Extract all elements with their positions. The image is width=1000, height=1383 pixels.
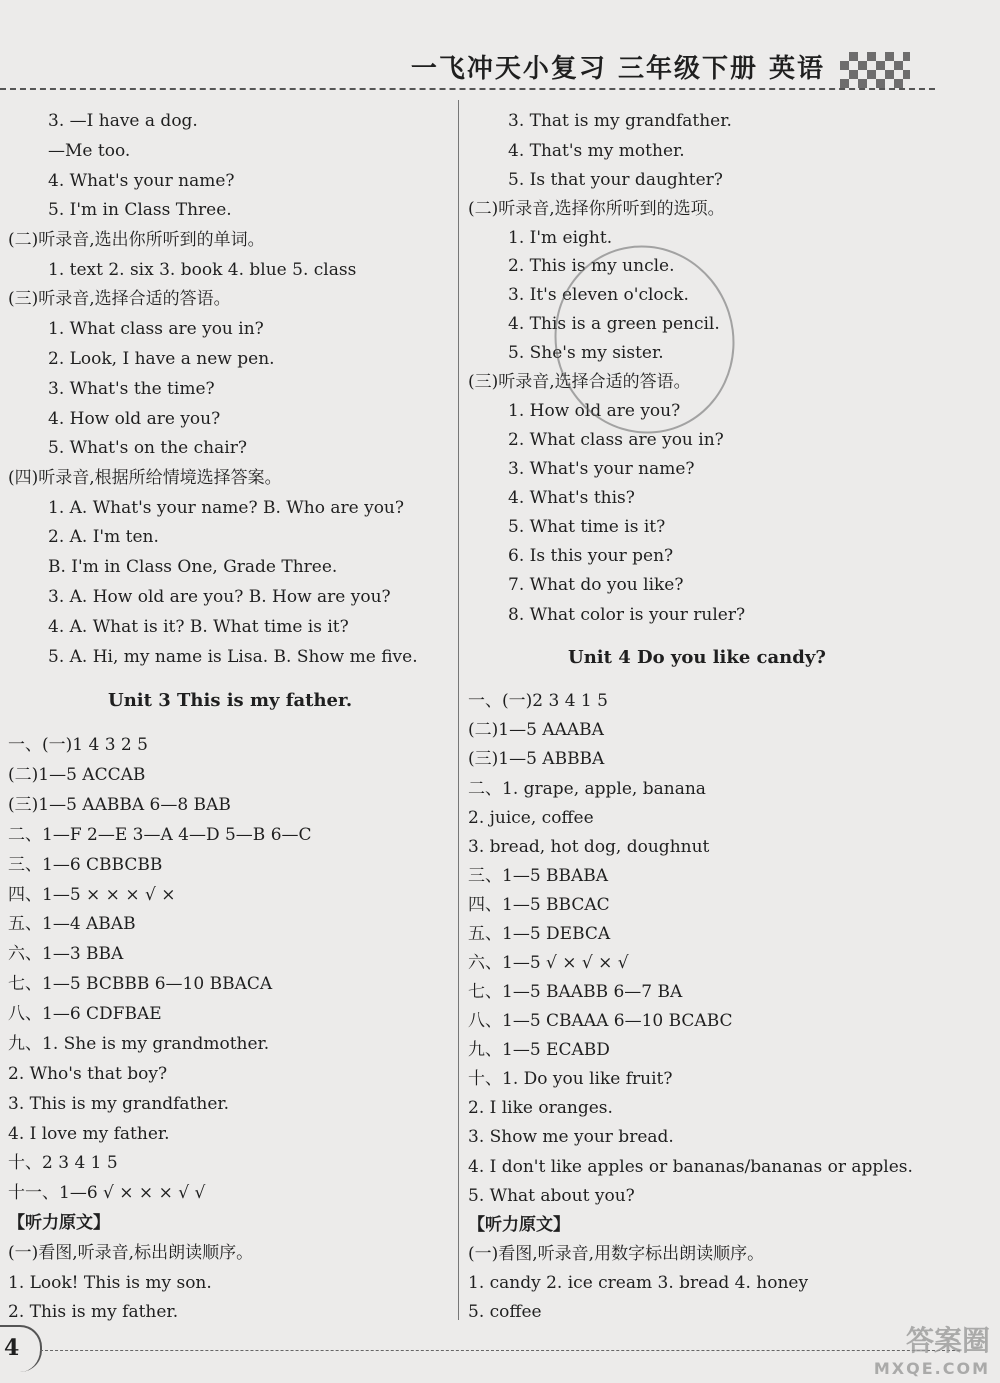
- listening-line: 2. This is my father.: [8, 1302, 179, 1322]
- right-line: 2. What class are you in?: [508, 430, 724, 450]
- right-line: 4. What's this?: [508, 488, 635, 508]
- listening-line: 5. coffee: [468, 1302, 542, 1322]
- page-header: [0, 0, 1000, 95]
- answer-line: 九、1. She is my grandmother.: [8, 1034, 270, 1054]
- listening-line: (一)看图,听录音,用数字标出朗读顺序。: [468, 1244, 765, 1264]
- answer-line: 五、1—4 ABAB: [8, 914, 136, 934]
- left-line: 5. A. Hi, my name is Lisa. B. Show me five.: [48, 647, 418, 667]
- listening-label: 【听力原文】: [468, 1215, 570, 1235]
- answer-line: (二)1—5 ACCAB: [8, 765, 146, 785]
- answer-line: (二)1—5 AAABA: [468, 720, 604, 740]
- answer-line: (三)1—5 ABBBA: [468, 749, 605, 769]
- answer-line: 一、(一)2 3 4 1 5: [468, 691, 608, 711]
- answer-line: 五、1—5 DEBCA: [468, 924, 611, 944]
- right-line: 7. What do you like?: [508, 575, 684, 595]
- answer-line: 九、1—5 ECABD: [468, 1040, 610, 1060]
- right-line: 2. This is my uncle.: [508, 256, 675, 276]
- page-number: 4: [4, 1335, 20, 1361]
- watermark-sub: MXQE.COM: [873, 1359, 990, 1378]
- section-heading: (三)听录音,选择合适的答语。: [8, 289, 231, 309]
- left-line: 1. A. What's your name? B. Who are you?: [48, 498, 404, 518]
- answer-line: 一、(一)1 4 3 2 5: [8, 735, 148, 755]
- answer-line: 4. I don't like apples or bananas/bananas or apples.: [468, 1157, 913, 1177]
- right-line: 5. What time is it?: [508, 517, 666, 537]
- right-line: 5. Is that your daughter?: [508, 170, 723, 190]
- header-dashed-line: [0, 88, 935, 90]
- right-line: 4. That's my mother.: [508, 141, 685, 161]
- right-line: 1. I'm eight.: [508, 228, 613, 248]
- right-line: 5. She's my sister.: [508, 343, 664, 363]
- answer-line: 四、1—5 × × × √ ×: [8, 885, 176, 905]
- left-line: 4. A. What is it? B. What time is it?: [48, 617, 349, 637]
- left-line: 4. How old are you?: [48, 409, 221, 429]
- section-heading: (四)听录音,根据所给情境选择答案。: [8, 468, 282, 488]
- answer-line: 5. What about you?: [468, 1186, 635, 1206]
- left-line: 3. A. How old are you? B. How are you?: [48, 587, 391, 607]
- answer-line: 六、1—3 BBA: [8, 944, 124, 964]
- right-line: 4. This is a green pencil.: [508, 314, 720, 334]
- answer-line: 八、1—6 CDFBAE: [8, 1004, 162, 1024]
- right-line: 3. It's eleven o'clock.: [508, 285, 689, 305]
- answer-line: 2. juice, coffee: [468, 808, 594, 828]
- left-line: 1. What class are you in?: [48, 319, 264, 339]
- right-line: 8. What color is your ruler?: [508, 605, 746, 625]
- answer-line: 3. This is my grandfather.: [8, 1094, 230, 1114]
- answer-line: 三、1—5 BBABA: [468, 866, 609, 886]
- page-number-tab: [0, 1325, 42, 1372]
- answer-line: 十一、1—6 √ × × × √ √: [8, 1183, 206, 1203]
- answer-line: 七、1—5 BAABB 6—7 BA: [468, 982, 683, 1002]
- answer-line: 七、1—5 BCBBB 6—10 BBACA: [8, 974, 273, 994]
- section-heading: (二)听录音,选出你所听到的单词。: [8, 230, 265, 250]
- left-line: 3. What's the time?: [48, 379, 215, 399]
- answer-line: 二、1—F 2—E 3—A 4—D 5—B 6—C: [8, 825, 312, 845]
- listening-line: 1. Look! This is my son.: [8, 1273, 212, 1293]
- answer-line: 二、1. grape, apple, banana: [468, 779, 706, 799]
- right-line: 3. That is my grandfather.: [508, 111, 732, 131]
- answer-line: 十、2 3 4 1 5: [8, 1153, 118, 1173]
- right-line: 3. What's your name?: [508, 459, 695, 479]
- header-title: 一飞冲天小复习 三年级下册 英语: [410, 54, 825, 84]
- answer-line: 八、1—5 CBAAA 6—10 BCABC: [468, 1011, 733, 1031]
- left-line: —Me too.: [48, 141, 131, 161]
- checker-decoration-icon: [840, 52, 910, 88]
- answer-line: 3. bread, hot dog, doughnut: [468, 837, 710, 857]
- answer-line: 四、1—5 BBCAC: [468, 895, 610, 915]
- left-line: 2. A. I'm ten.: [48, 527, 159, 547]
- left-line: 3. —I have a dog.: [48, 111, 198, 131]
- answer-line: 十、1. Do you like fruit?: [468, 1069, 673, 1089]
- answer-line: 2. I like oranges.: [468, 1098, 613, 1118]
- left-line: 5. What's on the chair?: [48, 438, 247, 458]
- watermark-main: 答案圈: [905, 1324, 990, 1357]
- unit-4-title: Unit 4 Do you like candy?: [568, 647, 826, 668]
- unit-3-title: Unit 3 This is my father.: [108, 690, 353, 711]
- answer-line: 三、1—6 CBBCBB: [8, 855, 163, 875]
- left-line: 4. What's your name?: [48, 171, 235, 191]
- answer-line: 2. Who's that boy?: [8, 1064, 168, 1084]
- listening-line: 1. candy 2. ice cream 3. bread 4. honey: [468, 1273, 809, 1293]
- right-line: 1. How old are you?: [508, 401, 681, 421]
- column-divider: [458, 100, 459, 1320]
- answer-line: 六、1—5 √ × √ × √: [468, 953, 629, 973]
- left-line: B. I'm in Class One, Grade Three.: [48, 557, 338, 577]
- answer-line: (三)1—5 AABBA 6—8 BAB: [8, 795, 231, 815]
- footer-dashed-line: [40, 1350, 960, 1351]
- section-heading: (二)听录音,选择你所听到的选项。: [468, 199, 725, 219]
- watermark-logo: [874, 1319, 990, 1378]
- answer-line: 4. I love my father.: [8, 1124, 170, 1144]
- left-line: 2. Look, I have a new pen.: [48, 349, 275, 369]
- listening-line: (一)看图,听录音,标出朗读顺序。: [8, 1243, 254, 1263]
- left-line: 1. text 2. six 3. book 4. blue 5. class: [48, 260, 357, 280]
- right-line: 6. Is this your pen?: [508, 546, 674, 566]
- listening-label: 【听力原文】: [8, 1213, 110, 1233]
- section-heading: (三)听录音,选择合适的答语。: [468, 372, 691, 392]
- left-line: 5. I'm in Class Three.: [48, 200, 232, 220]
- answer-line: 3. Show me your bread.: [468, 1127, 674, 1147]
